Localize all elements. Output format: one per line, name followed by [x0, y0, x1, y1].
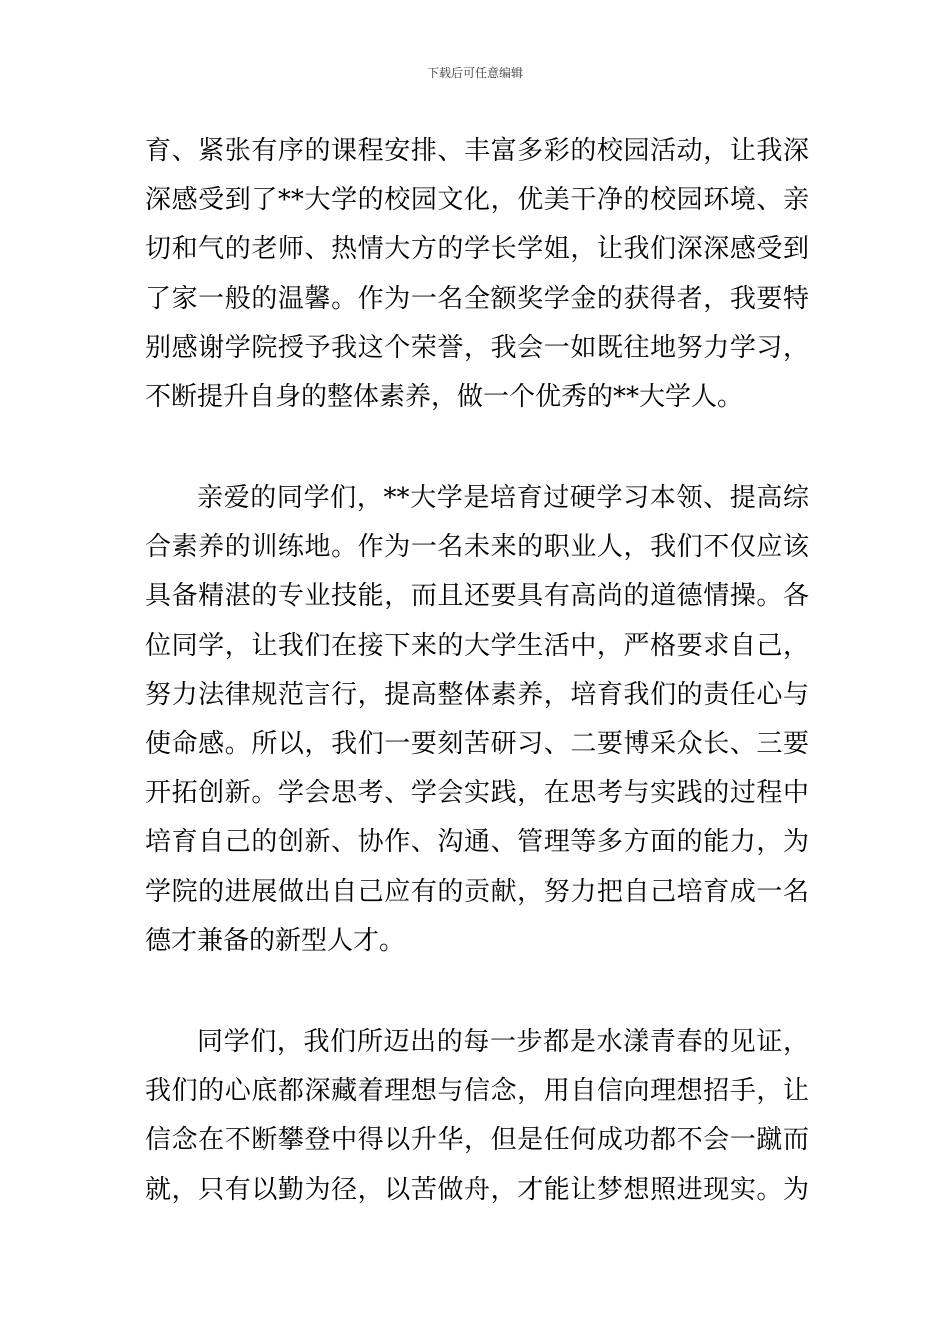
paragraph-line: 位同学，让我们在接下来的大学生活中，严格要求自己， — [145, 630, 809, 661]
paragraph-line: 切和气的老师、热情大方的学长学姐，让我们深深感受到 — [145, 234, 809, 265]
paragraph-line: 使命感。所以，我们一要刻苦研习、二要博采众长、三要 — [145, 728, 809, 759]
paragraph-line: 信念在不断攀登中得以升华，但是任何成功都不会一蹴而 — [145, 1125, 809, 1156]
paragraph-line: 了家一般的温馨。作为一名全额奖学金的获得者，我要特 — [145, 283, 809, 314]
paragraph-line: 就，只有以勤为径，以苦做舟，才能让梦想照进现实。为 — [145, 1174, 809, 1205]
paragraph-3 — [145, 1018, 809, 1215]
paragraph-line: 具备精湛的专业技能，而且还要具有高尚的道德情操。各 — [145, 581, 809, 612]
paragraph-line: 亲爱的同学们，**大学是培育过硬学习本领、提高综 — [197, 483, 809, 513]
paragraph-2 — [145, 474, 809, 966]
paragraph-line: 别感谢学院授予我这个荣誉，我会一如既往地努力学习， — [145, 332, 809, 363]
paragraph-line: 培育自己的创新、协作、沟通、管理等多方面的能力，为 — [145, 827, 809, 858]
paragraph-line: 不断提升自身的整体素养，做一个优秀的**大学人。 — [145, 381, 744, 412]
paragraph-line: 育、紧张有序的课程安排、丰富多彩的校园活动，让我深 — [145, 136, 809, 166]
paragraph-line: 德才兼备的新型人才。 — [145, 925, 406, 956]
paragraph-line: 同学们，我们所迈出的每一步都是水漾青春的见证， — [197, 1027, 809, 1057]
paragraph-line: 学院的进展做出自己应有的贡献，努力把自己培育成一名 — [145, 876, 809, 907]
paragraph-line: 合素养的训练地。作为一名未来的职业人，我们不仅应该 — [145, 532, 809, 563]
paragraph-line: 我们的心底都深藏着理想与信念，用自信向理想招手，让 — [145, 1076, 809, 1107]
paragraph-line: 开拓创新。学会思考、学会实践，在思考与实践的过程中 — [145, 778, 809, 809]
header-note: 下载后可任意编辑 — [426, 66, 523, 80]
paragraph-line: 深感受到了**大学的校园文化，优美干净的校园环境、亲 — [145, 185, 809, 216]
paragraph-1 — [145, 127, 809, 422]
paragraph-line: 努力法律规范言行，提高整体素养，培育我们的责任心与 — [145, 679, 809, 710]
